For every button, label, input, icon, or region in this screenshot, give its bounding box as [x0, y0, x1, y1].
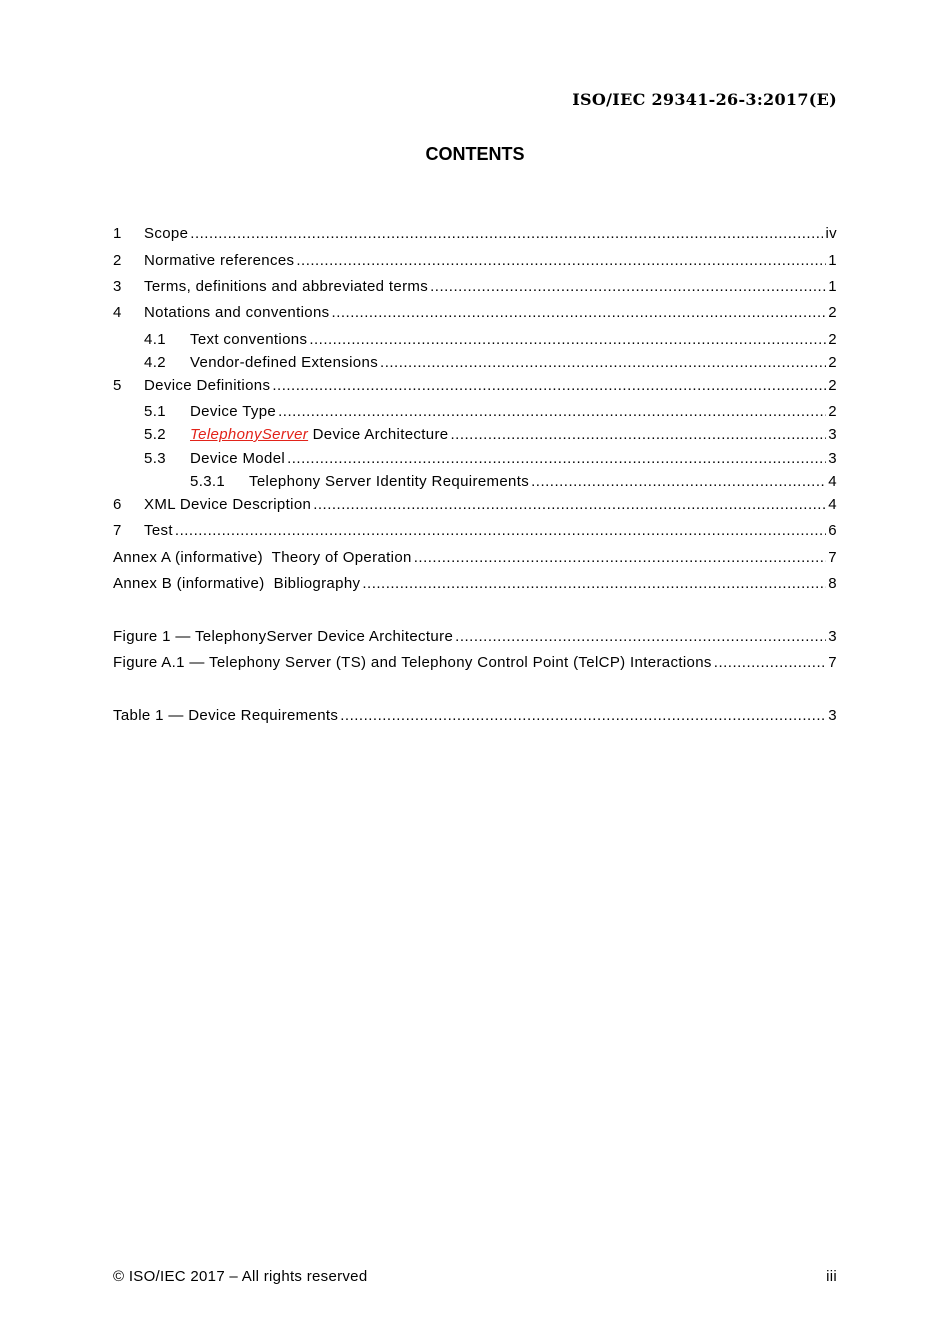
toc-entry-page: iv — [825, 225, 837, 242]
toc-entry-device-type[interactable] — [144, 402, 837, 422]
toc-leader-dots — [362, 574, 826, 594]
toc-entry-page: 2 — [828, 304, 837, 321]
toc-entry-number: 6 — [113, 496, 122, 513]
toc-entry-number: 7 — [113, 522, 122, 539]
toc-entry-title: Text conventions — [190, 331, 308, 348]
toc-entry-device-model[interactable] — [144, 449, 837, 469]
toc-entry-identity-requirements[interactable] — [190, 472, 837, 492]
toc-leader-dots — [287, 449, 826, 469]
toc-entry-title: Terms, definitions and abbreviated terms — [144, 278, 429, 295]
toc-leader-dots — [714, 653, 827, 673]
toc-entry-device-definitions[interactable] — [113, 376, 837, 396]
toc-leader-dots — [296, 251, 826, 271]
toc-entry-number: 4.2 — [144, 354, 166, 371]
toc-leader-dots — [451, 425, 827, 445]
toc-entry-xml-device-description[interactable] — [113, 495, 837, 515]
toc-entry-page: 4 — [828, 496, 837, 513]
toc-entry-page: 2 — [828, 377, 837, 394]
toc-entry-page: 8 — [828, 575, 837, 592]
toc-leader-dots — [278, 402, 826, 422]
toc-leader-dots — [272, 376, 826, 396]
toc-leader-dots — [380, 353, 826, 373]
toc-entry-title: Normative references — [144, 252, 295, 269]
toc-leader-dots — [340, 706, 826, 726]
toc-entry-title: Test — [144, 522, 173, 539]
toc-leader-dots — [190, 224, 823, 244]
page-number: iii — [826, 1268, 837, 1285]
toc-entry-page: 2 — [828, 354, 837, 371]
toc-entry-page: 2 — [828, 403, 837, 420]
toc-entry-title: Device Model — [190, 450, 286, 467]
toc-entry-title-suffix: Device Architecture — [308, 426, 449, 443]
contents-heading: CONTENTS — [425, 144, 525, 164]
toc-entry-title: Device Type — [190, 403, 277, 420]
toc-entry-figure-a1[interactable] — [113, 653, 837, 673]
toc-entry-page: 1 — [828, 278, 837, 295]
toc-entry-device-architecture[interactable] — [144, 425, 837, 445]
toc-entry-page: 2 — [828, 331, 837, 348]
toc-entry-title: Vendor-defined Extensions — [190, 354, 379, 371]
page-footer — [113, 1268, 837, 1288]
toc-entry-annex-b[interactable] — [113, 574, 837, 594]
toc-entry-notations[interactable] — [113, 303, 837, 323]
toc-entry-number: 4 — [113, 304, 122, 321]
toc-entry-number: 5 — [113, 377, 122, 394]
toc-entry-page: 3 — [828, 707, 837, 724]
toc-leader-dots — [531, 472, 826, 492]
toc-entry-vendor-extensions[interactable] — [144, 353, 837, 373]
toc-entry-page: 1 — [828, 252, 837, 269]
toc-entry-title: Table 1 — Device Requirements — [113, 707, 339, 724]
toc-entry-number: 5.3 — [144, 450, 166, 467]
toc-entry-page: 3 — [828, 450, 837, 467]
toc-entry-test[interactable] — [113, 521, 837, 541]
toc-entry-title: Device Definitions — [144, 377, 271, 394]
toc-entry-number: 5.3.1 — [190, 473, 226, 490]
toc-leader-dots — [313, 495, 826, 515]
toc-leader-dots — [175, 521, 826, 541]
toc-entry-title: Annex A (informative) Theory of Operation — [113, 549, 412, 566]
copyright-notice: © ISO/IEC 2017 – All rights reserved — [113, 1268, 368, 1285]
toc-entry-page: 6 — [828, 522, 837, 539]
toc-entry-title: Figure A.1 — Telephony Server (TS) and Telephony Control Point (TelCP) Interactions — [113, 654, 712, 671]
toc-entry-title: Annex B (informative) Bibliography — [113, 575, 361, 592]
toc-entry-page: 4 — [828, 473, 837, 490]
toc-entry-title: Telephony Server Identity Requirements — [249, 473, 530, 490]
toc-entry-table-1[interactable] — [113, 706, 837, 726]
toc-leader-dots — [455, 627, 826, 647]
toc-entry-figure-1[interactable] — [113, 627, 837, 647]
toc-entry-number: 4.1 — [144, 331, 166, 348]
toc-leader-dots — [332, 303, 827, 323]
toc-entry-number: 3 — [113, 278, 122, 295]
toc-entry-page: 7 — [828, 654, 837, 671]
toc-entry-title: Notations and conventions — [144, 304, 330, 321]
toc-leader-dots — [309, 330, 826, 350]
toc-entry-normative-references[interactable] — [113, 251, 837, 271]
telephony-server-link[interactable]: TelephonyServer — [190, 426, 309, 443]
document-id: ISO/IEC 29341-26-3:2017(E) — [572, 90, 837, 109]
toc-entry-scope[interactable] — [113, 224, 837, 244]
toc-entry-page: 3 — [828, 426, 837, 443]
toc-leader-dots — [430, 277, 826, 297]
toc-entry-title: Figure 1 — TelephonyServer Device Architecture — [113, 628, 454, 645]
toc-entry-title: XML Device Description — [144, 496, 312, 513]
toc-entry-text-conventions[interactable] — [144, 330, 837, 350]
toc-entry-page: 7 — [828, 549, 837, 566]
toc-entry-page: 3 — [828, 628, 837, 645]
toc-entry-number: 5.1 — [144, 403, 166, 420]
toc-entry-title: Scope — [144, 225, 189, 242]
toc-entry-number: 2 — [113, 252, 122, 269]
toc-entry-annex-a[interactable] — [113, 548, 837, 568]
toc-entry-title — [190, 425, 449, 445]
toc-leader-dots — [414, 548, 827, 568]
toc-entry-number: 5.2 — [144, 426, 166, 443]
toc-entry-number: 1 — [113, 225, 122, 242]
toc-entry-terms[interactable] — [113, 277, 837, 297]
